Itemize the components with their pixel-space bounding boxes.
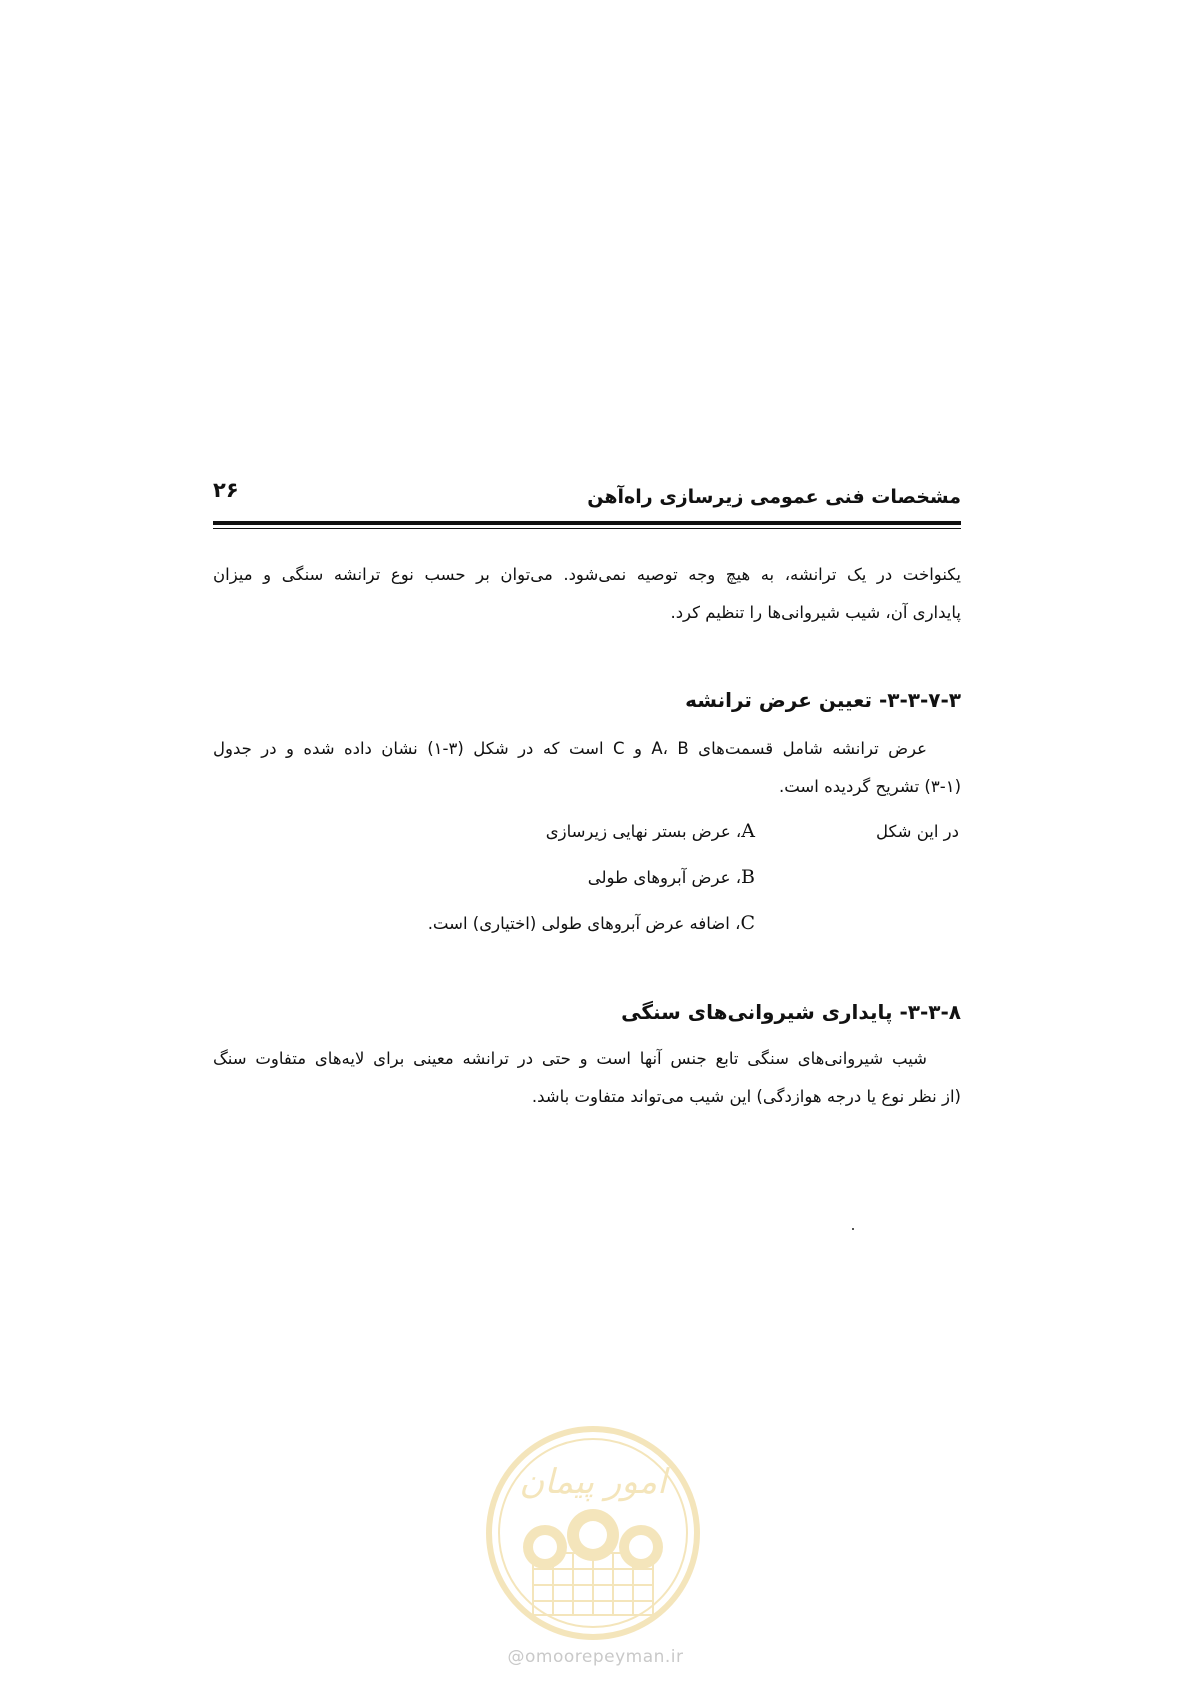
- section-heading-trench-width: ۳-۳-۷-۳- تعیین عرض ترانشه: [685, 688, 961, 712]
- rock-slope-line-2: (از نظر نوع یا درجه هوازدگی) این شیب می‌تواند متفاوت باشد.: [531, 1087, 961, 1106]
- at-icon: @: [507, 1647, 525, 1667]
- figure-item-b: [588, 866, 755, 888]
- item-text-a: ، عرض بستر نهایی زیرسازی: [545, 822, 742, 841]
- running-title: مشخصات فنی عمومی زیرسازی راه‌آهن: [587, 486, 961, 508]
- watermark-site-text: [0, 1647, 1191, 1667]
- intro-line-1: یکنواخت در یک ترانشه، به هیچ وجه توصیه نمی‌شود. می‌توان بر حسب نوع ترانشه سنگی و میزان: [213, 565, 961, 584]
- trench-width-paragraph: [213, 730, 961, 806]
- scan-speck: [852, 1228, 854, 1230]
- rock-slope-line-1: شیب شیروانی‌های سنگی تابع جنس آنها است و حتی در ترانشه معینی برای لایه‌های متفاوت سنگ: [213, 1049, 927, 1068]
- trench-width-line-1: عرض ترانشه شامل قسمت‌های A، B و C است که در شکل (۳-۱) نشان داده شده و در جدول: [213, 739, 927, 758]
- rock-slope-paragraph: [213, 1040, 961, 1116]
- figure-item-c: [428, 912, 755, 934]
- item-letter-a: A: [741, 820, 755, 842]
- header-rule-thick: [213, 521, 961, 525]
- figure-intro: در این شکل: [876, 822, 959, 841]
- header-rule-thin: [213, 528, 961, 529]
- intro-line-2: پایداری آن، شیب شیروانی‌ها را تنظیم کرد.: [670, 603, 961, 622]
- publisher-watermark-logo: [483, 1423, 703, 1643]
- trench-width-line-2: (۳-۱) تشریح گردیده است.: [778, 777, 961, 796]
- page-header: [213, 478, 961, 524]
- item-text-b: ، عرض آبروهای طولی: [587, 868, 742, 887]
- watermark-site: omoorepeyman.ir: [524, 1647, 684, 1667]
- item-letter-b: B: [741, 866, 755, 888]
- watermark-logo-text: امور پیمان: [519, 1462, 667, 1502]
- item-text-c: ، اضافه عرض آبروهای طولی (اختیاری) است.: [427, 914, 741, 933]
- item-letter-c: C: [740, 912, 755, 934]
- page-number: ۲۶: [213, 478, 239, 502]
- intro-paragraph: [213, 556, 961, 632]
- figure-item-a: [546, 820, 755, 842]
- section-heading-rock-slope-stability: ۳-۳-۸- پایداری شیروانی‌های سنگی: [621, 1000, 961, 1024]
